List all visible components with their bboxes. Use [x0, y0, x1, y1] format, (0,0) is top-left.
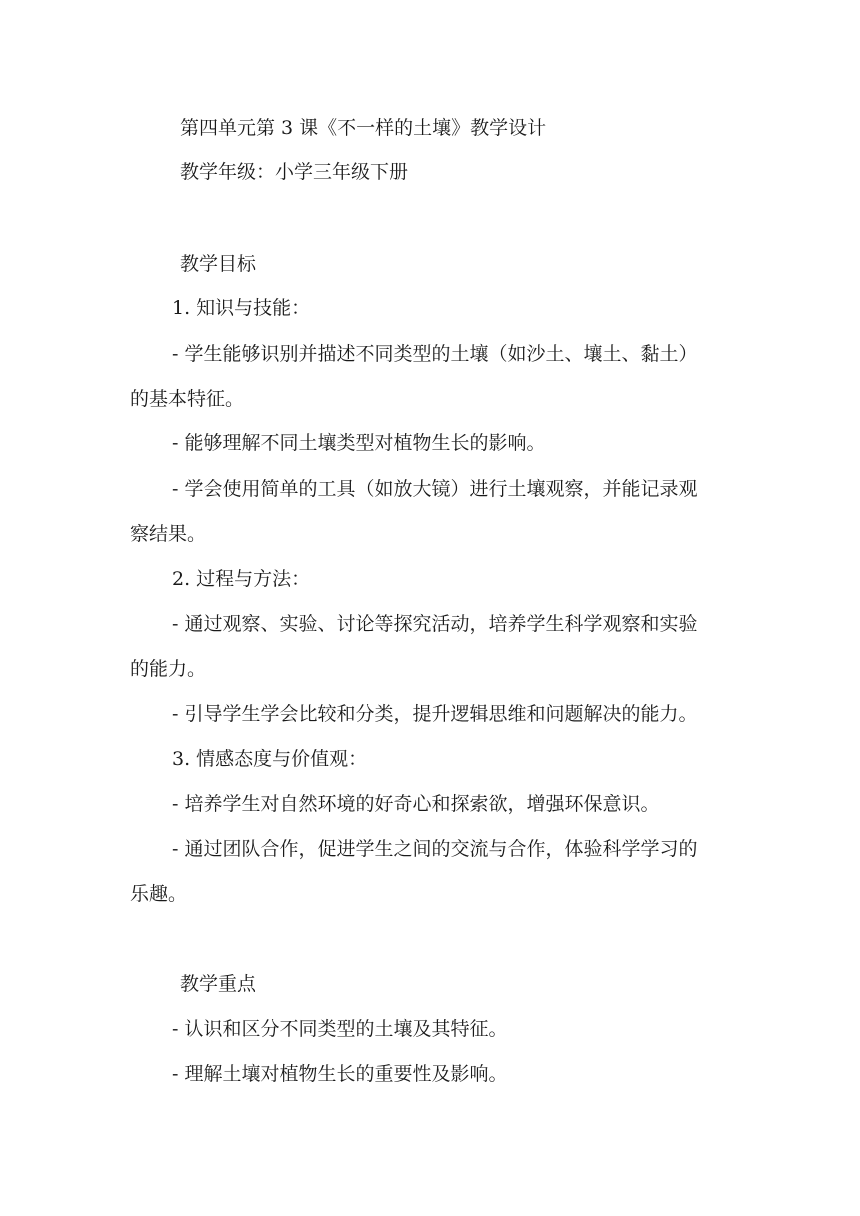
paragraph-line: - 培养学生对自然环境的好奇心和探索欲，增强环保意识。 — [172, 793, 660, 815]
paragraph-line: - 理解土壤对植物生长的重要性及影响。 — [172, 1063, 508, 1085]
paragraph-line: 的能力。 — [130, 658, 207, 680]
document-title: 第四单元第 3 课《不一样的土壤》教学设计 — [180, 117, 547, 139]
paragraph-line: - 通过观察、实验、讨论等探究活动，培养学生科学观察和实验 — [172, 613, 698, 635]
paragraph-line: - 学会使用简单的工具（如放大镜）进行土壤观察，并能记录观 — [172, 478, 698, 500]
paragraph-line: 的基本特征。 — [130, 388, 245, 410]
paragraph-line: 乐趣。 — [130, 883, 188, 905]
paragraph-line: - 通过团队合作，促进学生之间的交流与合作，体验科学学习的 — [172, 838, 698, 860]
goals-heading: 教学目标 — [180, 253, 257, 275]
grade-line: 教学年级：小学三年级下册 — [180, 161, 409, 183]
paragraph-line: - 学生能够识别并描述不同类型的土壤（如沙土、壤土、黏土） — [172, 343, 698, 365]
paragraph-line: 察结果。 — [130, 523, 207, 545]
keypoints-heading: 教学重点 — [180, 973, 257, 995]
goals-section-1-heading: 1. 知识与技能： — [172, 297, 311, 319]
paragraph-line: - 引导学生学会比较和分类，提升逻辑思维和问题解决的能力。 — [172, 703, 698, 725]
goals-section-3-heading: 3. 情感态度与价值观： — [172, 748, 368, 770]
paragraph-line: - 能够理解不同土壤类型对植物生长的影响。 — [172, 432, 546, 454]
goals-section-2-heading: 2. 过程与方法： — [172, 568, 311, 590]
paragraph-line: - 认识和区分不同类型的土壤及其特征。 — [172, 1018, 508, 1040]
